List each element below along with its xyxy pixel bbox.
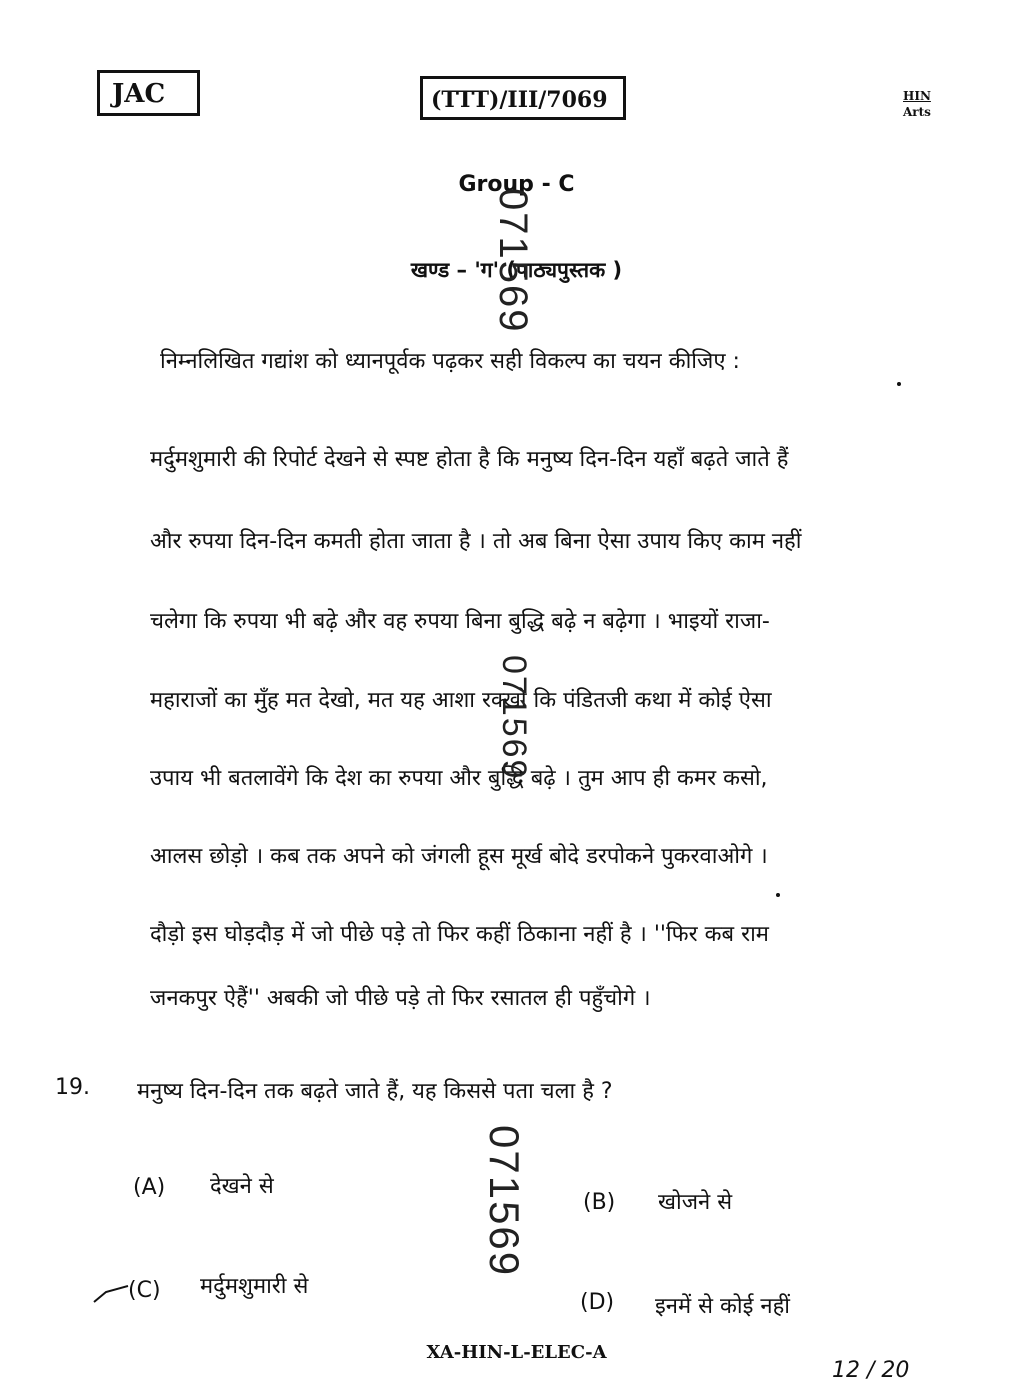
watermark-number: 071569: [495, 655, 533, 781]
option-b-text: खोजने से: [658, 1190, 733, 1215]
subject-code: HIN: [903, 89, 931, 103]
ink-dot: [897, 382, 901, 386]
watermark-number: 071569: [491, 188, 535, 334]
option-a-text: देखने से: [210, 1174, 274, 1199]
footer-code: XA-HIN-L-ELEC-A: [426, 1342, 607, 1363]
passage-line: आलस छोड़ो । कब तक अपने को जंगली हूस मूर्ख बोदे डरपोकने पुकरवाओगे ।: [150, 844, 768, 869]
group-title: Group - C: [458, 172, 575, 197]
passage-line: महाराजों का मुँह मत देखो, मत यह आशा रक्खो कि पंडितजी कथा में कोई ऐसा: [150, 688, 772, 713]
passage-line: उपाय भी बतलावेंगे कि देश का रुपया और बुद्धि बढ़े । तुम आप ही कमर कसो,: [150, 766, 768, 791]
option-d-letter: (D): [580, 1290, 615, 1315]
page-number: 12 / 20: [832, 1358, 910, 1383]
option-d-text: इनमें से कोई नहीं: [655, 1294, 791, 1319]
subject-corner-label: [903, 88, 931, 120]
option-c-letter: (C): [128, 1278, 161, 1303]
question-number: 19.: [55, 1075, 90, 1100]
question-text: मनुष्य दिन-दिन तक बढ़ते जाते हैं, यह किससे पता चला है ?: [137, 1079, 613, 1104]
passage-line: दौड़ो इस घोड़दौड़ में जो पीछे पड़े तो फिर कहीं ठिकाना नहीं है । ''फिर कब राम: [150, 922, 769, 947]
instruction-text: निम्नलिखित गद्यांश को ध्यानपूर्वक पढ़कर सही विकल्प का चयन कीजिए :: [160, 349, 740, 374]
board-label-box: [97, 70, 200, 116]
section-title: खण्ड – 'ग' (पाठ्यपुस्तक ): [410, 258, 623, 282]
option-a-letter: (A): [133, 1175, 166, 1200]
passage-line: चलेगा कि रुपया भी बढ़े और वह रुपया बिना बुद्धि बढ़े न बढ़ेगा । भाइयों राजा-: [150, 609, 770, 634]
option-b-letter: (B): [583, 1190, 616, 1215]
paper-code: (TTT)/III/7069: [431, 87, 608, 113]
board-label: JAC: [112, 79, 166, 109]
ink-dot: [776, 893, 780, 897]
paper-code-box: [420, 76, 626, 120]
tick-mark-icon: [92, 1282, 132, 1306]
passage-line: जनकपुर ऐहैं'' अबकी जो पीछे पड़े तो फिर रसातल ही पहुँचोगे ।: [150, 986, 651, 1011]
option-c-text: मर्दुमशुमारी से: [200, 1274, 309, 1299]
stream-label: Arts: [903, 105, 931, 119]
passage-line: मर्दुमशुमारी की रिपोर्ट देखने से स्पष्ट होता है कि मनुष्य दिन-दिन यहाँ बढ़ते जाते हैं: [150, 447, 789, 472]
passage-line: और रुपया दिन-दिन कमती होता जाता है । तो अब बिना ऐसा उपाय किए काम नहीं: [150, 529, 802, 554]
watermark-number: 071569: [481, 1125, 528, 1278]
